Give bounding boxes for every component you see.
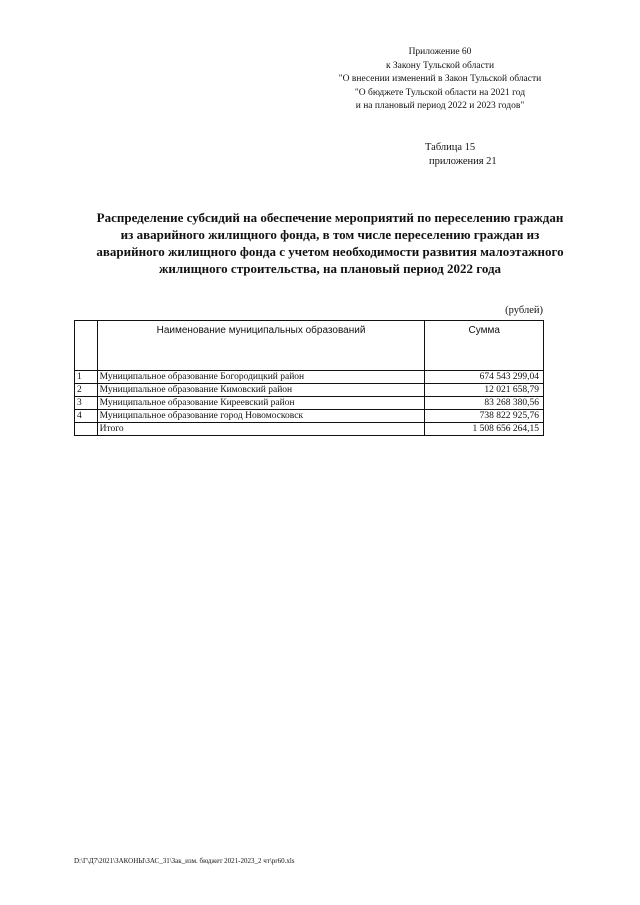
units-label: (рублей) (505, 305, 543, 316)
header-sum: Сумма (425, 321, 544, 371)
table-row (75, 384, 544, 397)
appendix-line: Приложение 60 (408, 47, 472, 57)
title-line: Распределение субсидий на обеспечение мероприятий по переселению граждан (96, 210, 564, 225)
total-sum: 1 508 656 264,15 (425, 423, 544, 436)
row-name: Муниципальное образование Богородицкий район (97, 371, 425, 384)
appendix-header (300, 46, 580, 114)
table-ref-line: Таблица 15 (425, 142, 476, 153)
table-header-row (75, 321, 544, 371)
row-num: 2 (75, 384, 98, 397)
row-sum: 12 021 658,79 (425, 384, 544, 397)
document-title (60, 209, 600, 277)
row-name: Муниципальное образование Киреевский район (97, 397, 425, 410)
total-num (75, 423, 98, 436)
row-num: 3 (75, 397, 98, 410)
row-sum: 83 268 380,56 (425, 397, 544, 410)
title-line: аварийного жилищного фонда с учетом необходимости развития малоэтажного (96, 244, 564, 259)
table-reference (425, 141, 545, 169)
table-ref-line: приложения 21 (429, 156, 497, 167)
header-num (75, 321, 98, 371)
row-num: 4 (75, 410, 98, 423)
title-line: жилищного строительства, на плановый период 2022 года (158, 261, 502, 276)
row-name: Муниципальное образование Кимовский район (97, 384, 425, 397)
appendix-line: и на плановый период 2022 и 2023 годов" (355, 101, 525, 111)
appendix-line: к Закону Тульской области (385, 60, 495, 71)
header-name: Наименование муниципальных образований (97, 321, 425, 371)
row-num: 1 (75, 371, 98, 384)
title-line: из аварийного жилищного фонда, в том числе переселению граждан из (120, 227, 540, 242)
table-row (75, 371, 544, 384)
subsidy-table (74, 320, 544, 436)
row-sum: 674 543 299,04 (425, 371, 544, 384)
appendix-line: "О бюджете Тульской области на 2021 год (354, 87, 526, 98)
table-row (75, 410, 544, 423)
total-name: Итого (97, 423, 425, 436)
row-name: Муниципальное образование город Новомосковск (97, 410, 425, 423)
table-row (75, 397, 544, 410)
table-total-row (75, 423, 544, 436)
footer-file-path: D:\Г\Д7\2021\ЗАКОНЫ\ЗАС_31\Зак_изм. бюджет 2021-2023_2 чт\pr60.xls (74, 857, 295, 865)
row-sum: 738 822 925,76 (425, 410, 544, 423)
appendix-line: "О внесении изменений в Закон Тульской области (338, 74, 542, 84)
